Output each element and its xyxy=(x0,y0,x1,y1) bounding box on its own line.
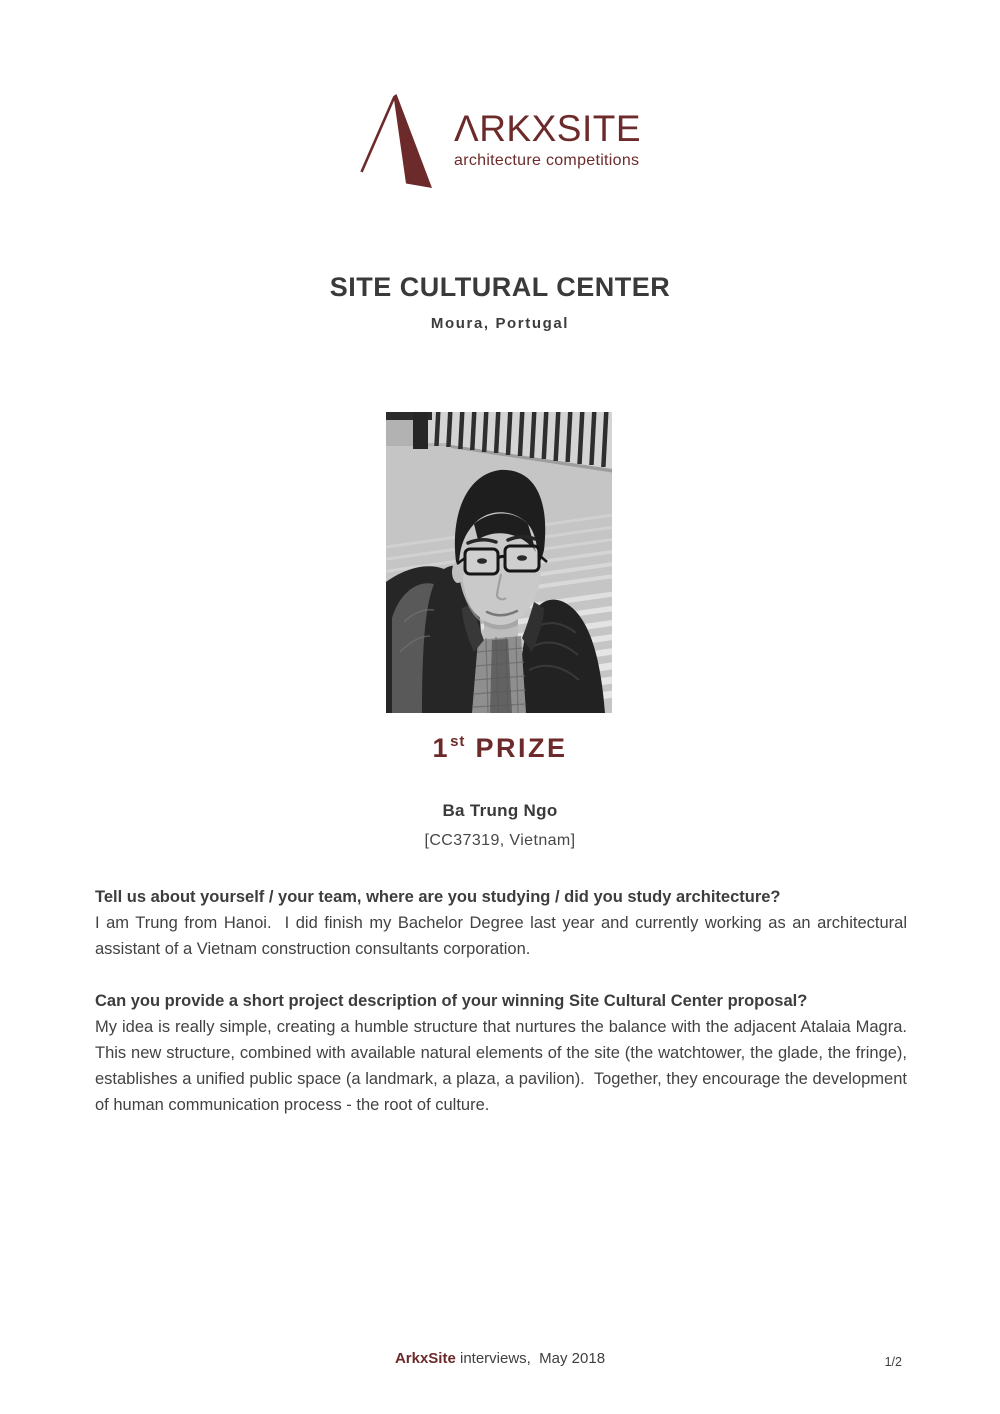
logo-wordmark: ΛRKXSITE xyxy=(454,108,642,149)
footer-text: interviews, May 2018 xyxy=(455,1350,606,1367)
footer-credit xyxy=(0,1350,1000,1367)
project-title: SITE CULTURAL CENTER xyxy=(329,272,671,302)
page-number: 1/2 xyxy=(884,1355,902,1369)
winner-photo xyxy=(386,412,612,713)
arkxsite-logo xyxy=(360,93,641,193)
prize-number: 1 xyxy=(432,733,451,763)
qa-item xyxy=(95,884,912,962)
prize-label xyxy=(0,733,1000,764)
interview-section xyxy=(95,884,917,1118)
arkxsite-logo-a-icon xyxy=(360,93,440,193)
question-text: Can you provide a short project description of your winning Site Cultural Center proposal? xyxy=(95,992,808,1010)
winner-id: [CC37319, Vietnam] xyxy=(424,832,576,849)
logo-tagline: architecture competitions xyxy=(454,152,640,169)
title-block xyxy=(0,272,1000,332)
project-location: Moura, Portugal xyxy=(430,315,570,332)
qa-item xyxy=(95,988,917,1118)
answer-text: My idea is really simple, creating a humble structure that nurtures the balance with the adjacent Atalaia Magra. This new structure, combined with available natural elements of the site (the watchtower, the glade, the fringe), establishes a unified public space (a landmark, a plaza, a pavilion). Together, they encourage the development of human communication process - the root of culture. xyxy=(95,1018,917,1114)
answer-text: I am Trung from Hanoi. I did finish my Bachelor Degree last year and currently working as an architectural assistant of a Vietnam construction consultants corporation. xyxy=(95,914,912,958)
question-text: Tell us about yourself / your team, where are you studying / did you study architecture? xyxy=(95,888,781,906)
logo-text xyxy=(454,93,641,170)
prize-word: PRIZE xyxy=(475,733,568,763)
footer-brand: ArkxSite xyxy=(394,1350,456,1367)
winner-portrait-illustration xyxy=(386,412,612,713)
winner-name: Ba Trung Ngo xyxy=(442,801,558,820)
prize-ordinal: st xyxy=(450,733,466,750)
